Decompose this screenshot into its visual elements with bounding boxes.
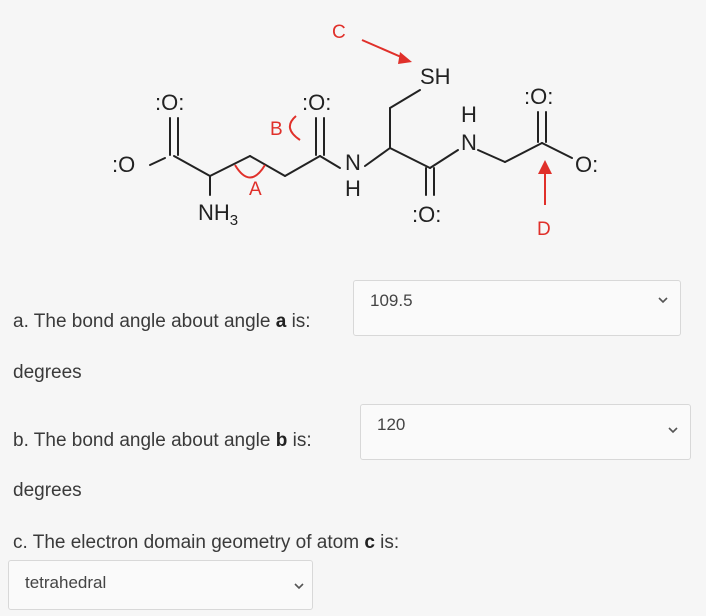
unit-a: degrees <box>13 362 82 383</box>
angle-b-label: B <box>270 119 283 140</box>
atom-d-label: D <box>537 219 551 240</box>
chevron-down-icon <box>294 581 304 591</box>
angle-a-label: A <box>249 179 262 200</box>
o-final-right: O: <box>575 152 599 177</box>
o-amide-2: :O: <box>412 202 442 227</box>
o-carboxyl-top: :O: <box>155 90 185 115</box>
unit-b: degrees <box>13 480 82 501</box>
question-c: c. The electron domain geometry of atom c is: <box>13 532 400 553</box>
answer-a-value: 109.5 <box>370 291 413 310</box>
h-amide-1: H <box>345 176 361 201</box>
answer-c-value: tetrahedral <box>25 573 107 592</box>
molecule-structure <box>0 0 706 270</box>
chevron-down-icon <box>668 425 678 435</box>
chevron-down-icon <box>658 295 668 305</box>
atom-c-label: C <box>332 22 346 43</box>
o-final-top: :O: <box>524 84 554 109</box>
h-amide-2: H <box>461 102 477 127</box>
answer-b-select[interactable] <box>360 404 691 460</box>
answer-a-select[interactable] <box>353 280 681 336</box>
answer-b-value: 120 <box>377 415 406 434</box>
nh3-label: $NH_3$ <box>198 200 239 229</box>
question-b: b. The bond angle about angle b is: <box>13 430 312 451</box>
question-a: a. The bond angle about angle a is: <box>13 311 311 332</box>
n-amide-2: N <box>461 130 477 155</box>
o-ketone-b: :O: <box>302 90 332 115</box>
answer-c-select[interactable] <box>8 560 313 610</box>
o-carboxyl-left: :O <box>112 152 136 177</box>
n-amide-1: N <box>345 150 361 175</box>
sh-label: SH <box>420 64 451 89</box>
